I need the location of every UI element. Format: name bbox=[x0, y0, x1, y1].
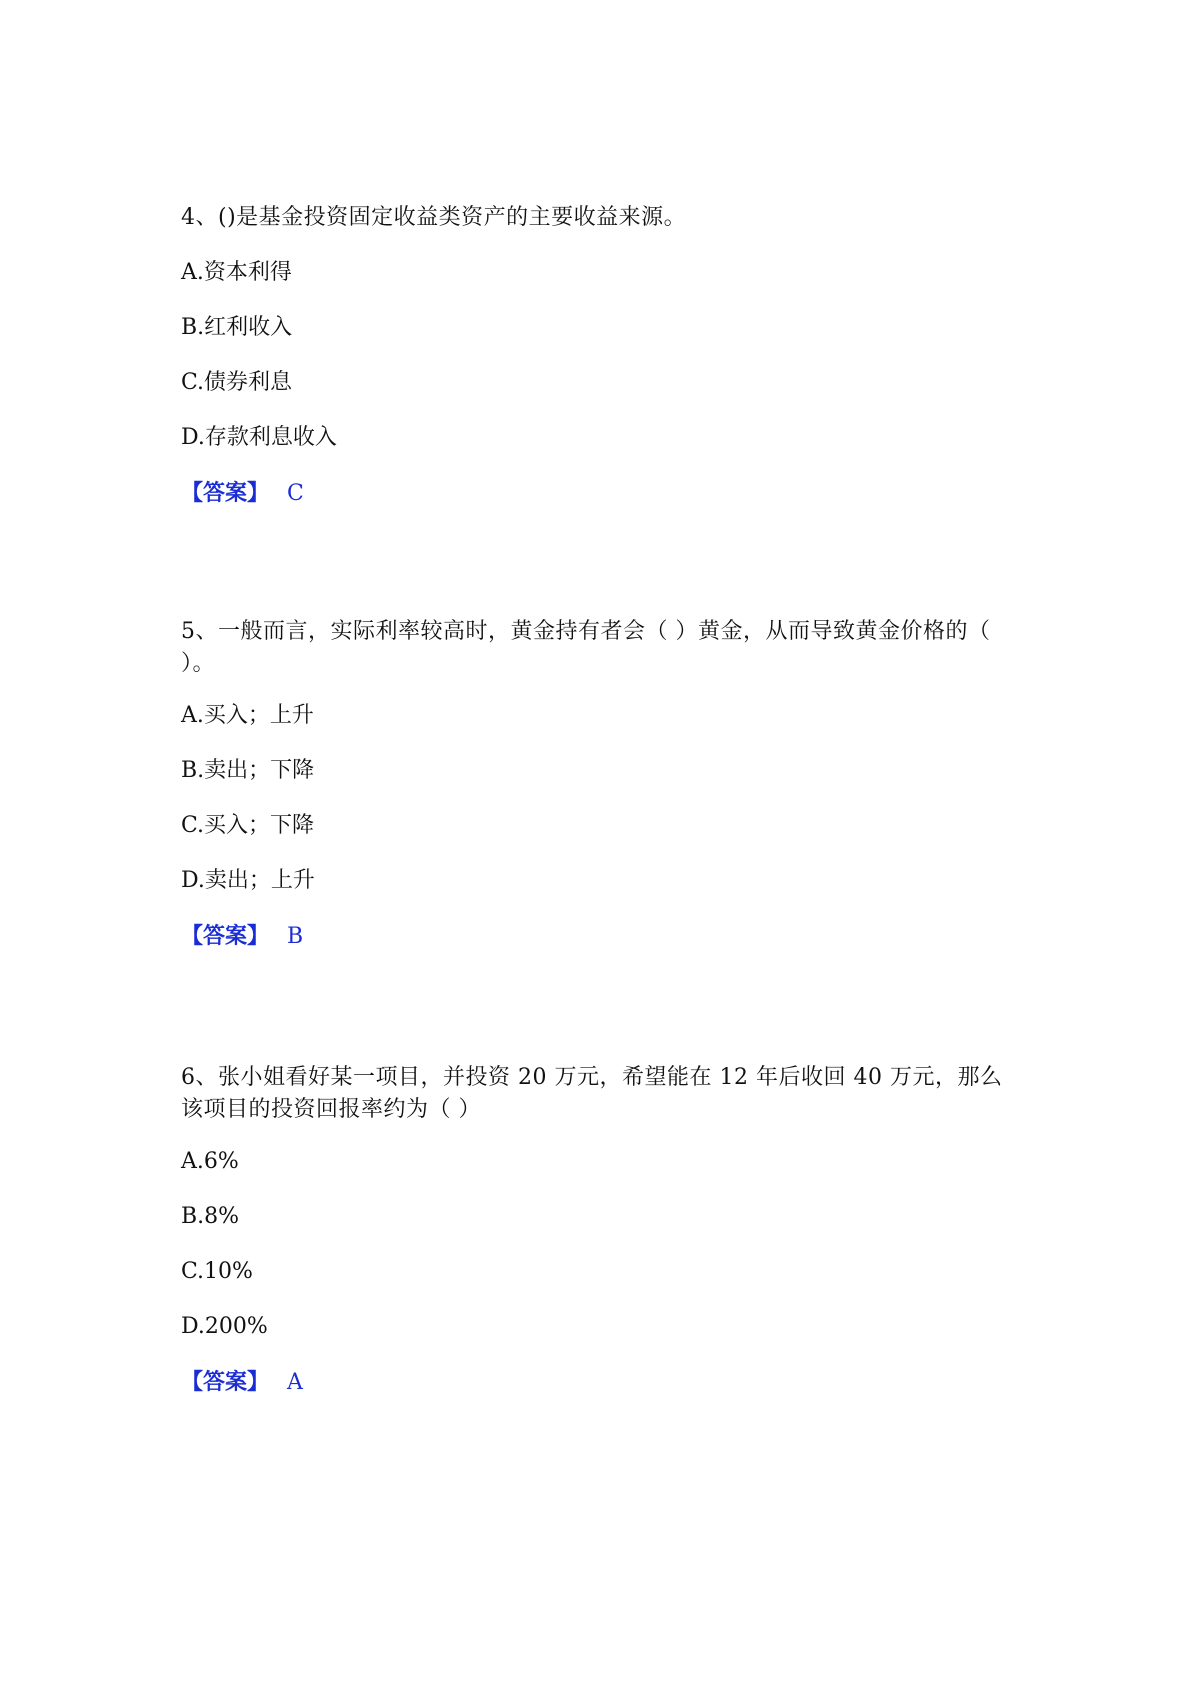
answer-label: 【答案】 bbox=[181, 923, 270, 949]
option-c: C.10% bbox=[181, 1259, 253, 1284]
answer-value: A bbox=[287, 1370, 303, 1395]
question-6 bbox=[181, 1062, 1011, 1395]
answer-label: 【答案】 bbox=[181, 1369, 270, 1395]
question-stem: 6、张小姐看好某一项目，并投资 20 万元，希望能在 12 年后收回 40 万元，那么该项目的投资回报率约为（ ） bbox=[181, 1065, 1003, 1122]
option-a: A.买入；上升 bbox=[181, 703, 314, 728]
question-5 bbox=[181, 616, 1011, 949]
answer bbox=[181, 1366, 303, 1399]
answer-value: C bbox=[287, 481, 304, 506]
option-a: A.6% bbox=[181, 1149, 239, 1174]
option-c: C.债券利息 bbox=[181, 370, 293, 395]
option-a: A.资本利得 bbox=[181, 260, 292, 285]
question-stem: 4、()是基金投资固定收益类资产的主要收益来源。 bbox=[181, 205, 687, 230]
answer-value: B bbox=[287, 924, 304, 949]
option-c: C.买入；下降 bbox=[181, 813, 315, 838]
answer bbox=[181, 477, 304, 510]
option-d: D.卖出；上升 bbox=[181, 868, 315, 893]
option-b: B.卖出；下降 bbox=[181, 758, 315, 783]
answer-label: 【答案】 bbox=[181, 480, 270, 506]
option-d: D.存款利息收入 bbox=[181, 425, 337, 450]
option-b: B.8% bbox=[181, 1204, 240, 1229]
answer bbox=[181, 920, 303, 953]
option-b: B.红利收入 bbox=[181, 315, 293, 340]
option-d: D.200% bbox=[181, 1314, 268, 1339]
question-stem: 5、一般而言，实际利率较高时，黄金持有者会（ ）黄金，从而导致黄金价格的（ ）。 bbox=[181, 619, 991, 676]
question-4 bbox=[181, 202, 1011, 506]
